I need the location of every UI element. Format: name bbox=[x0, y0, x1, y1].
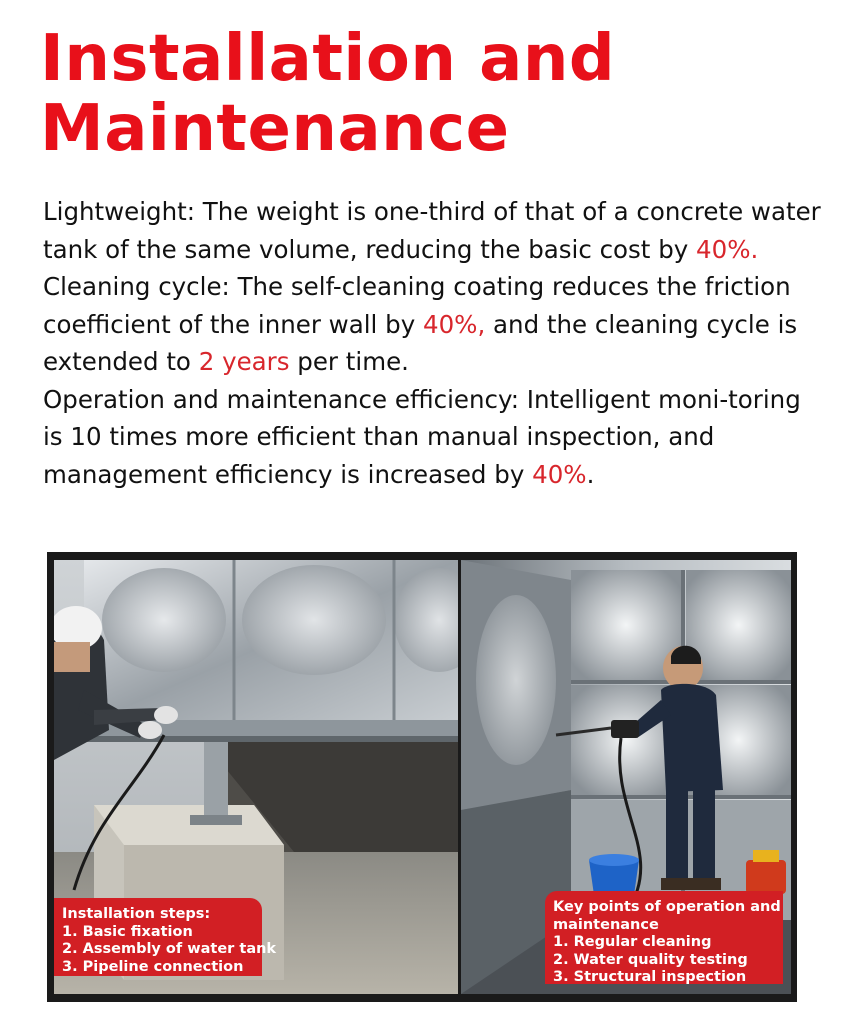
p3-after-text: . bbox=[586, 459, 595, 489]
p3-text: Operation and maintenance efficiency: Intelligent moni-toring is 10 times more efficient than manual inspection, and management efficiency is increased by bbox=[43, 384, 801, 489]
maintenance-point-1: 1. Regular cleaning bbox=[553, 934, 712, 950]
p1-text: Lightweight: The weight is one-third of that of a concrete water tank of the same volume, reducing the basic cost by bbox=[43, 197, 821, 264]
photo-collage bbox=[47, 552, 797, 1002]
paragraph-efficiency bbox=[43, 381, 823, 494]
maintenance-point-2: 2. Water quality testing bbox=[553, 951, 748, 968]
p2-highlight-1: 40%, bbox=[422, 309, 486, 339]
maintenance-point-3: 3. Structural inspection bbox=[553, 969, 747, 985]
p2-after-text: per time. bbox=[289, 347, 409, 376]
installation-step-3: 3. Pipeline connection bbox=[62, 958, 244, 975]
p1-highlight: 40%. bbox=[696, 234, 759, 264]
p2-highlight-2: 2 years bbox=[198, 347, 290, 376]
description-text bbox=[43, 193, 823, 493]
title-line-2: Maintenance bbox=[40, 92, 510, 166]
p3-highlight: 40% bbox=[532, 459, 587, 489]
paragraph-lightweight bbox=[43, 193, 823, 268]
maintenance-heading-line-2: maintenance bbox=[553, 916, 659, 933]
p2-text: Cleaning cycle: The self-cleaning coating reduces the friction coefficient of the inner wall by bbox=[43, 272, 791, 339]
page-title bbox=[40, 24, 615, 164]
installation-step-1: 1. Basic fixation bbox=[62, 923, 193, 940]
maintenance-heading-line-1: Key points of operation and bbox=[553, 899, 781, 915]
maintenance-points-caption bbox=[545, 891, 783, 984]
installation-steps-caption bbox=[54, 898, 277, 976]
p2-middle-text: and the cleaning cycle is extended to bbox=[43, 309, 798, 376]
paragraph-cleaning-cycle bbox=[43, 268, 823, 381]
title-line-1: Installation and bbox=[40, 22, 616, 96]
installation-steps-heading: Installation steps: bbox=[62, 906, 211, 922]
installation-step-2: 2. Assembly of water tank bbox=[62, 941, 277, 957]
